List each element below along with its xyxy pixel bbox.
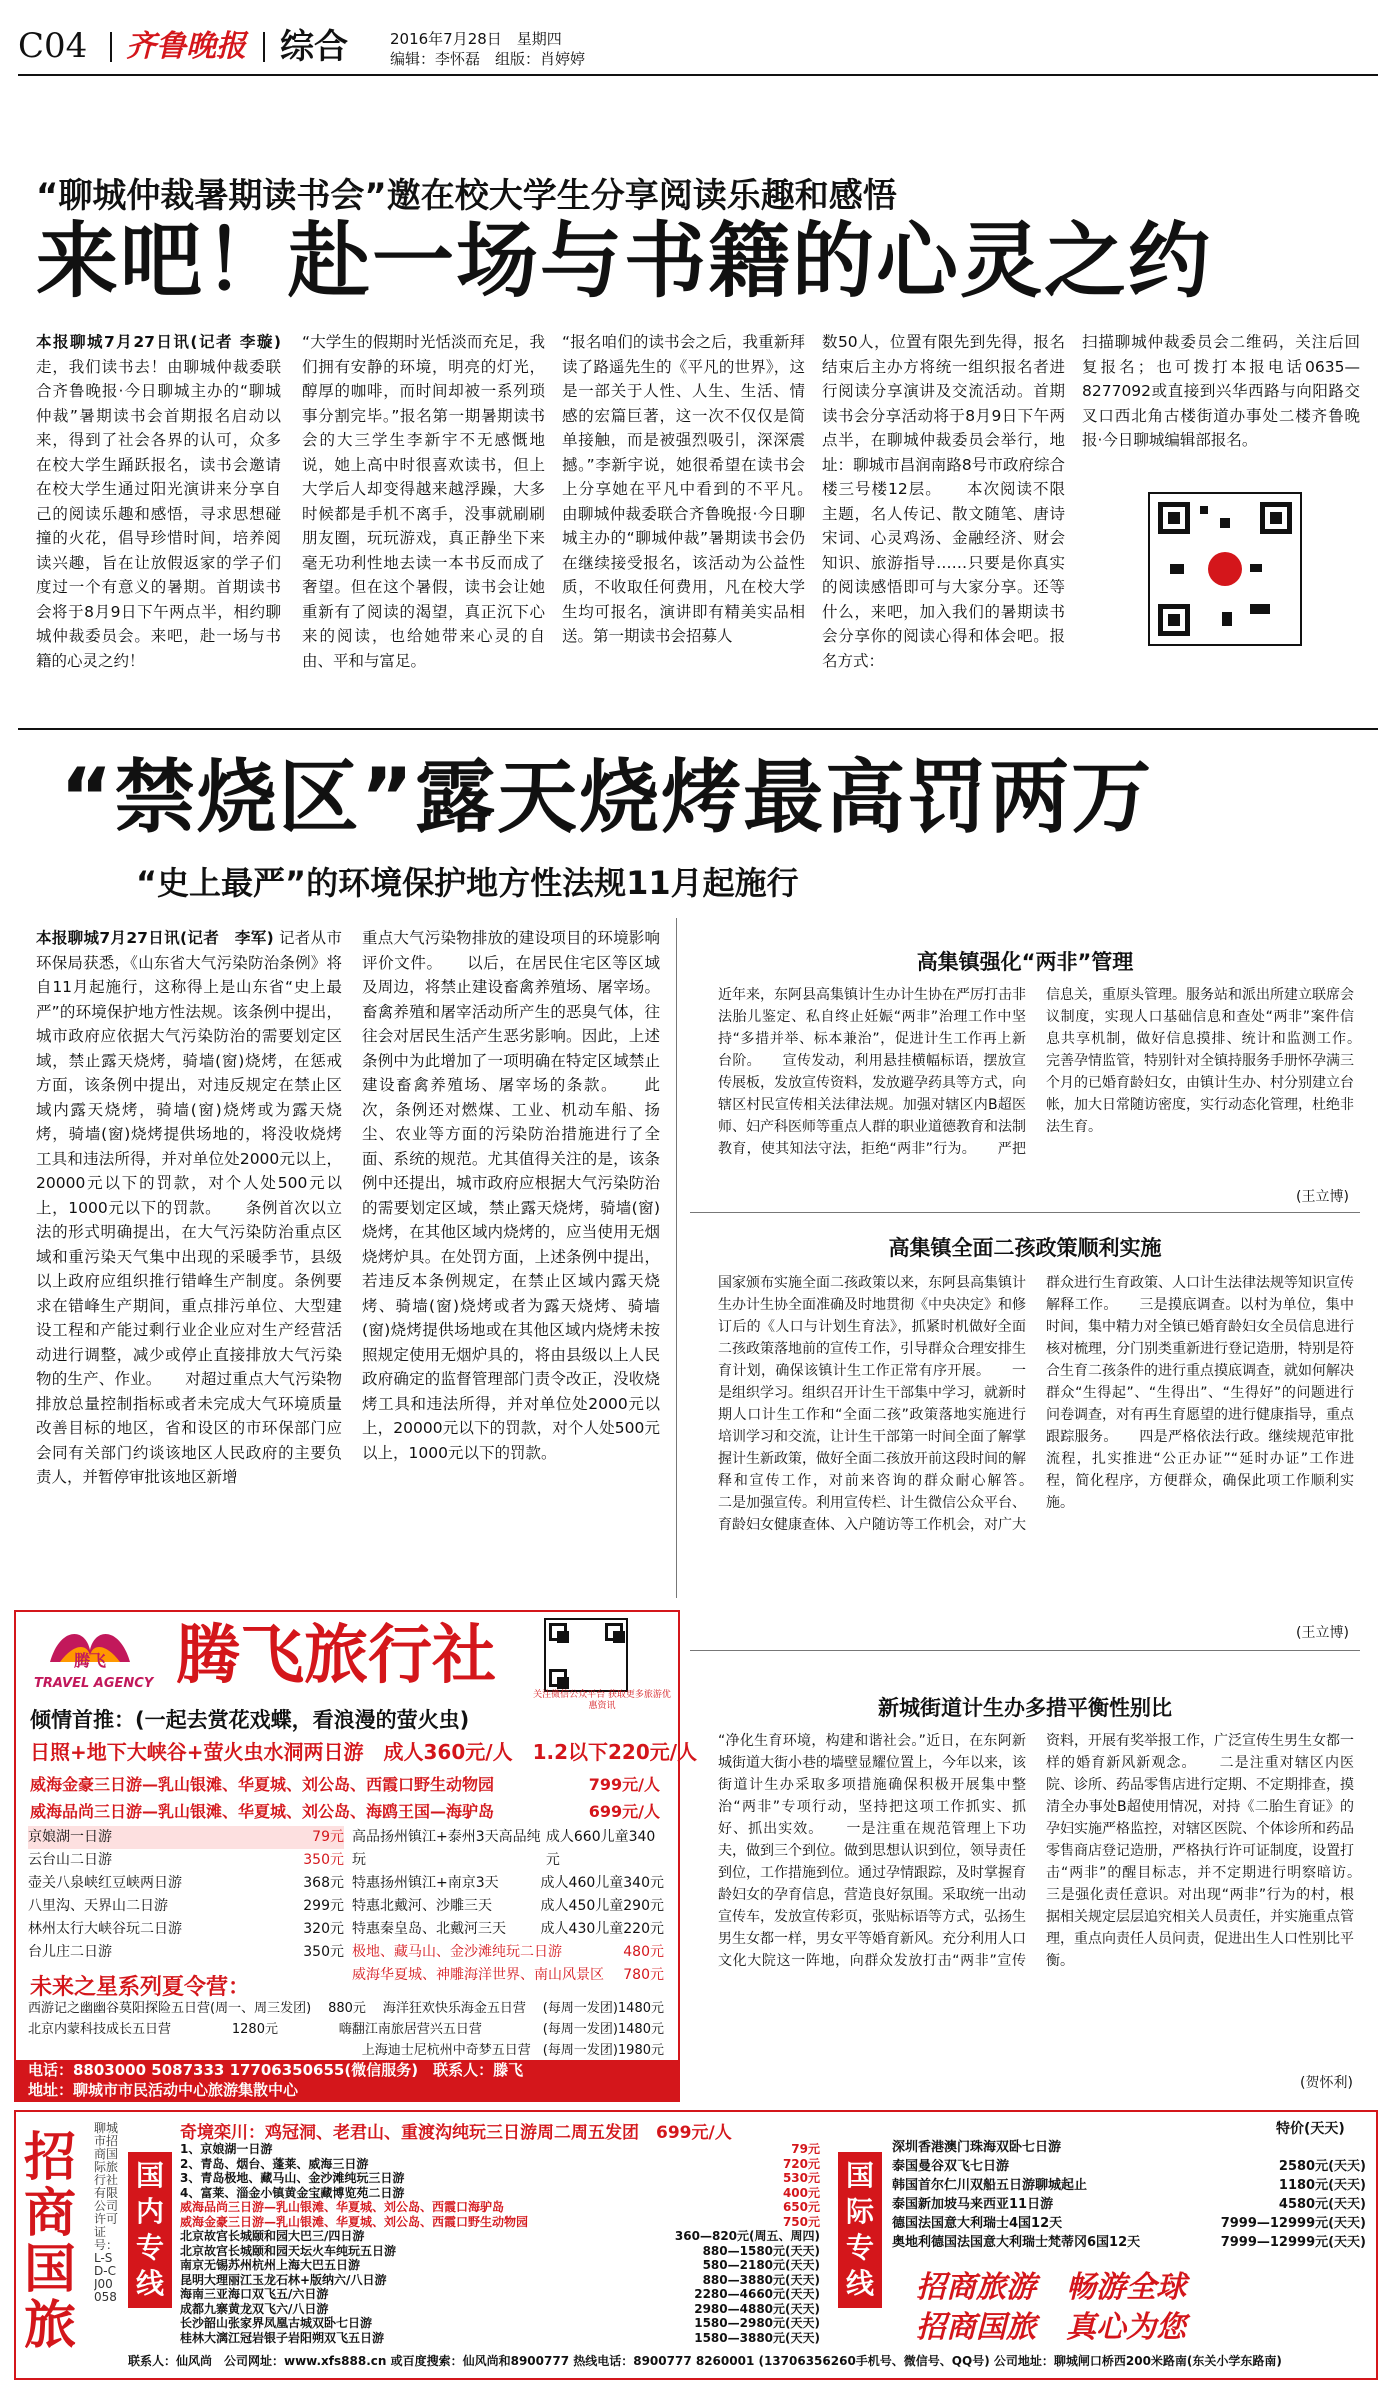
tour-price: 480元: [623, 1944, 664, 1960]
zhaoshang-footer: 联系人：仙风尚 公司网址：www.xfs888.cn 或百度搜索：仙风尚和8900777 热线电话：8900777 8260001 (13706356260手机号、微信号、QQ号) 公司地址：聊城闸口桥西200米路南(东关小学东路南): [128, 2354, 1282, 2368]
editor-credit: 编辑：李怀磊 组版：肖婷婷: [390, 50, 586, 68]
page-number: C04: [18, 26, 88, 66]
route-name: 韩国首尔仁川双船五日游聊城起止: [892, 2178, 1088, 2193]
tour-price: 368元: [303, 1875, 344, 1891]
zhaoshang-logo: 招商国旅: [24, 2128, 77, 2356]
route-price: 1580—2980元(天天): [694, 2316, 820, 2330]
route-name: 桂林大漓江冠岩银子岩阳朔双飞五日游: [180, 2330, 385, 2345]
slogan-line1: 招商旅游 畅游全球: [916, 2270, 1186, 2305]
ad-contact: 电话：8803000 5087333 17706350655(微信服务) 联系人：滕飞: [28, 2061, 524, 2079]
route-price: 2280—4660元(天天): [694, 2287, 820, 2301]
article1-byline: 本报聊城7月27日讯(记者 李璇): [36, 333, 281, 351]
tour-price: 780元: [623, 1967, 664, 1983]
route-price: 7999—12999元(天天): [1220, 2216, 1366, 2231]
route-name: 南京无锡苏州杭州上海大巴五日游: [180, 2258, 361, 2272]
side1-text: 近年来，东阿县高集镇计生办计生协在严厉打击非法胎儿鉴定、私自终止妊娠“两非”治理工作中坚持“多措并举、标本兼治”，促进计生工作再上新台阶。 宣传发动，利用悬挂横幅标语，摆放宣传展板，发放宣传资料，发放避孕药具等方式，向辖区村民宣传相关法律法规。加强对辖区内B超医师、妇产科医师等重点人群的职业道德教育和法制教育，使其知法守法，拒绝“两非”行为。 严把信息关，重原头管理。服务站和派出所建立联席会议制度，实现人口基础信息和查处“两非”案件信息共享机制，做好信息摸排、统计和监测工作。 完善孕情监管，特别针对全镇持服务手册怀孕满三个月的已婚育龄妇女，由镇计生办、村分别建立台帐，加大日常随访密度，实行动态化管理，杜绝非法生育。: [718, 987, 1354, 1157]
tour-name: 壶关八泉峡红豆峡两日游: [28, 1875, 182, 1891]
route-price: 360—820元(周五、周四): [674, 2229, 820, 2243]
route-name: 海南三亚海口双飞五/六日游: [180, 2287, 329, 2301]
camp-price: 880元: [328, 2001, 366, 2016]
promo2-title: 威海品尚三日游—乳山银滩、华夏城、刘公岛、海鸥王国—海驴岛: [30, 1802, 495, 1821]
side1-author: (王立博): [1296, 1189, 1349, 1205]
side2-title: 高集镇全面二孩政策顺利实施: [888, 1236, 1162, 1260]
route-name: 深圳香港澳门珠海双卧七日游: [892, 2140, 1062, 2155]
route-name: 泰国新加坡马来西亚11日游: [892, 2197, 1054, 2212]
tour-price: 320元: [303, 1921, 344, 1937]
route-name: 长沙韶山张家界凤凰古城双卧七日游: [180, 2316, 373, 2330]
promo2-title: 威海金豪三日游—乳山银滩、华夏城、刘公岛、西霞口野生动物园: [30, 1775, 495, 1794]
side3-title: 新城街道计生办多措平衡性别比: [878, 1696, 1172, 1720]
route-price: 2980—4880元(天天): [694, 2301, 820, 2316]
article2-col1-text: 记者从市环保局获悉，《山东省大气污染防治条例》将自11月起施行，这称得上是山东省“史上最严”的环境保护地方性法规。该条例中提出，城市政府应依据大气污染防治的需要划定区域，禁止露天烧烤，骑墙(窗)烧烤，在惩戒方面，该条例中提出，对违反规定在禁止区域内露天烧烤，骑墙(窗)烧烤或为露天烧烤，骑墙(窗)烧烤提供场地的，将没收烧烤工具和违法所得，并对单位处2000元以上，20000元以下的罚款，对个人处500元以上，1000元以下的罚款。 条例首次以立法的形式明确提出，在大气污染防治重点区域和重污染天气集中出现的采暖季节，县级以上政府应组织推行错峰生产制度。条例要求在错峰生产期间，重点排污单位、大型建设工程和产能过剩行业企业应对生产经营活动进行调整，减少或停止直接排放大气污染物的生产、作业。 对超过重点大气污染物排放总量控制指标或者未完成大气环境质量改善目标的地区，省和设区的市环保部门应会同有关部门约谈该地区人民政府的主要负责人，并暂停审批该地区新增: [36, 929, 342, 1486]
side1-title: 高集镇强化“两非”管理: [916, 950, 1134, 974]
tour-price: 299元: [303, 1898, 344, 1914]
slogan-line2: 招商国旅 真心为您: [916, 2310, 1186, 2345]
article1-kicker: “聊城仲裁暑期读书会”邀在校大学生分享阅读乐趣和感悟: [36, 176, 897, 216]
article2-col1: [36, 926, 342, 1606]
camp-name: 西游记之幽幽谷莫阳探险五日营(周一、周三发团): [28, 2001, 312, 2016]
agency-name: 腾飞旅行社: [176, 1619, 496, 1693]
route-price: 2580元(天天): [1278, 2159, 1366, 2174]
route-name: 4、富莱、淄金小镇黄金宝藏博览苑二日游: [180, 2185, 405, 2200]
route-price: 400元: [782, 2185, 820, 2200]
intl-list: [892, 2138, 1366, 2252]
camp-name: 北京内蒙科技成长五日营: [28, 2022, 172, 2037]
promo2-row: [30, 1772, 660, 1822]
camp-name: 海洋狂欢快乐海金五日营: [382, 2001, 526, 2016]
ad-qr-icon[interactable]: [544, 1618, 628, 1692]
camp-price: (每周一发团)1480元: [542, 2001, 664, 2016]
tour-name: 威海华夏城、神雕海洋世界、南山风景区: [352, 1967, 604, 1983]
article1-col2: “大学生的假期时光恬淡而充足，我们拥有安静的环境，明亮的灯光，醇厚的咖啡，而时间却被一系列琐事分割完毕。”报名第一期暑期读书会的大三学生李新宇不无感慨地说，她上高中时很喜欢读书，但上大学后人却变得越来越浮躁，大多时候都是手机不离手，没事就刷刷朋友圈，玩玩游戏，真正静坐下来毫无功利性地去读一本书反而成了奢望。但在这个暑假，读书会让她重新有了阅读的渴望，真正沉下心来的阅读，也给她带来心灵的自由、平和与富足。: [302, 333, 545, 670]
tour-price: 成人660儿童340元: [545, 1829, 656, 1868]
page-header: [18, 24, 1378, 74]
route-name: 威海金豪三日游—乳山银滩、华夏城、刘公岛、西霞口野生动物园: [180, 2214, 529, 2229]
tour-name: 林州太行大峡谷玩二日游: [28, 1921, 182, 1937]
route-name: 昆明大理丽江玉龙石林+版纳六/八日游: [180, 2272, 387, 2287]
domestic-label: 国内专线: [128, 2152, 172, 2308]
tour-name: 极地、藏马山、金沙滩纯玩二日游: [352, 1944, 562, 1960]
camp-price: (每周一发团)1980元: [542, 2043, 664, 2058]
side2-text: 国家颁布实施全面二孩政策以来，东阿县高集镇计生办计生协全面准确及时地贯彻《中央决定》和修订后的《人口与计划生育法》，抓紧时机做好全面二孩政策落地前的宣传工作，引导群众合理安排生育计划，确保该镇计生工作正常有序开展。 一是组织学习。组织召开计生干部集中学习，就新时期人口计生工作和“全面二孩”政策落地实施进行培训学习和交流，让计生干部第一时间全面了解掌握计生新政策，做好全面二孩放开前这段时间的解释和宣传工作，对前来咨询的群众耐心解答。 二是加强宣传。利用宣传栏、计生微信公众平台、育龄妇女健康查体、入户随访等工作机会，对广大群众进行生育政策、人口计生法律法规等知识宣传解释工作。 三是摸底调查。以村为单位，集中时间，集中精力对全镇已婚育龄妇女全员信息进行核对梳理，分门别类重新进行登记造册，特别是符合生育二孩条件的进行重点摸底调查，就如何解决群众“生得起”、“生得出”、“生得好”的问题进行问卷调查，对有再生育愿望的进行健康指导，重点跟踪服务。 四是严格依法行政。继续规范审批流程，扎实推进“公正办证”“延时办证”工作进程，简化程序，方便群众，确保此项工作顺利实施。: [718, 1275, 1354, 1533]
tour-name: 台儿庄二日游: [28, 1944, 112, 1960]
camp-price: 1280元: [231, 2022, 278, 2037]
route-price: 1580—3880元(天天): [694, 2330, 820, 2345]
article1-col1-text: 走，我们读书去！由聊城仲裁委联合齐鲁晚报·今日聊城主办的“聊城仲裁”暑期读书会首期报名启动以来，得到了社会各界的认可，众多在校大学生踊跃报名，读书会邀请在校大学生通过阳光演讲来分享自己的阅读乐趣和感悟，寻求思想碰撞的火花，倡导珍惜时间，培养阅读兴趣，旨在让放假返家的学子们度过一个有意义的暑期。首期读书会将于8月9日下午两点半，相约聊城仲裁委员会。来吧，赴一场与书籍的心灵之约！: [36, 357, 281, 670]
zhaoshang-ad: [14, 2110, 1378, 2380]
tour-name: 京娘湖一日游: [28, 1829, 112, 1845]
domestic-list: [180, 2142, 820, 2345]
domestic-headline: 奇境栾川：鸡冠洞、老君山、重渡沟纯玩三日游周二周五发团 699元/人: [180, 2123, 732, 2143]
tour-price: 350元: [303, 1852, 344, 1868]
qr-caption: 关注微信公众平台 获取更多旅游优惠资讯: [533, 1690, 671, 1711]
route-price: 530元: [782, 2171, 820, 2185]
tour-name: 八里沟、天界山二日游: [28, 1898, 168, 1914]
route-name: 泰国曼谷双飞七日游: [892, 2159, 1010, 2174]
camp-price: (每周一发团)1480元: [542, 2022, 664, 2037]
logo-cn: 腾飞: [74, 1651, 107, 1670]
tour-price: 成人450儿童290元: [540, 1898, 664, 1914]
camp-name: 嗨翻江南旅居营兴五日营: [338, 2022, 482, 2037]
article1-col4: 数50人，位置有限先到先得，报名结束后主办方将统一组织报名者进行阅读分享演讲及交流活动。首期读书会分享活动将于8月9日下午两点半，在聊城仲裁委员会举行，地址：聊城市昌润南路8号市政府综合楼三号楼12层。 本次阅读不限主题，名人传记、散文随笔、唐诗宋词、心灵鸡汤、金融经济、财会知识、旅游指导……只要是你真实的阅读感悟即可与大家分享。还等什么，来吧，加入我们的暑期读书会分享你的阅读心得和体会吧。报名方式：: [822, 333, 1065, 670]
promo2-price: 799元/人: [588, 1775, 660, 1794]
tour-name: 高品扬州镇江+泰州3天高品纯玩: [352, 1829, 541, 1868]
tengfei-ad: [14, 1610, 698, 2102]
route-price: 4580元(天天): [1278, 2197, 1366, 2212]
route-name: 北京故宫长城颐和园大巴三/四日游: [180, 2229, 365, 2243]
side2-author: (王立博): [1296, 1625, 1349, 1641]
camp-name: 上海迪士尼杭州中奇梦五日营: [361, 2043, 531, 2058]
ad-address: 地址：聊城市市民活动中心旅游集散中心: [28, 2081, 299, 2099]
route-name: 奥地利德国法国意大利瑞士梵蒂冈6国12天: [892, 2235, 1141, 2250]
route-price: 880—1580元(天天): [702, 2243, 820, 2258]
tour-name: 特惠北戴河、沙雕三天: [352, 1898, 492, 1914]
star-camp-list: [28, 1998, 664, 2061]
section-name: 综合: [280, 27, 348, 67]
tour-name: 特惠秦皇岛、北戴河三天: [352, 1921, 506, 1937]
intl-label: 国际专线: [838, 2152, 882, 2308]
side3-author: (贺怀利): [1300, 2075, 1353, 2091]
ad-headline: 倾情首推：(一起去赏花戏蝶，看浪漫的萤火虫): [30, 1708, 470, 1732]
tour-price: 成人430儿童220元: [540, 1921, 664, 1937]
route-price: 750元: [782, 2214, 820, 2229]
article2-subtitle: “史上最严”的环境保护地方性法规11月起施行: [136, 864, 799, 902]
paper-logo: 齐鲁晚报: [126, 29, 246, 64]
route-price: 650元: [782, 2200, 820, 2214]
tour-name: 云台山二日游: [28, 1852, 112, 1868]
ad-contact-bar: [16, 2060, 678, 2100]
tour-price: 350元: [303, 1944, 344, 1960]
tour-table-right: [352, 1826, 664, 1987]
article1-col3: “报名咱们的读书会之后，我重新拜读了路遥先生的《平凡的世界》，这是一部关于人性、人生、生活、情感的宏篇巨著，这一次不仅仅是简单接触，而是被强烈吸引，深深震撼。”李新宇说，她很希望在读书会上分享她在平凡中看到的不平凡。 由聊城仲裁委联合齐鲁晚报·今日聊城主办的“聊城仲裁”暑期读书会仍在继续接受报名，该活动为公益性质，不收取任何费用，凡在校大学生均可报名，演讲即有精美实品相送。第一期读书会招募人: [562, 333, 805, 645]
intl-head: 特价(天天): [1276, 2121, 1345, 2137]
route-name: 北京故宫长城颐和园天坛火车纯玩五日游: [180, 2243, 397, 2258]
route-price: 1180元(天天): [1278, 2178, 1366, 2193]
tour-price: 79元: [312, 1829, 344, 1845]
side3-text: “净化生育环境，构建和谐社会。”近日，在东阿新城街道大街小巷的墙壁显耀位置上，今年以来，该街道计生办采取多项措施确保积极开展集中整治“两非”专项行动，坚持把这项工作抓实、抓好、抓出实效。 一是注重在规范管理上下功夫，做到三个到位。做到思想认识到位，领导责任到位，工作措施到位。通过孕情跟踪，及时掌握育龄妇女的孕育信息，营造良好氛围。采取统一出动宣传车，发放宣传彩页，张贴标语等方式，弘扬生男生女都一样，男女平等婚育新风。充分利用人口文化大院这一阵地，向群众发放打击“两非”宣传资料，开展有奖举报工作，广泛宣传生男生女都一样的婚育新风新观念。 二是注重对辖区内医院、诊所、药品零售店进行定期、不定期排查，摸清全办事处B超使用情况，对持《二胎生育证》的孕妇实施严格监控，对辖区医院、个体诊所和药品零售商店登记造册，严格执行许可证制度，设置打击“两非”的醒目标志，并不定期进行明察暗访。 三是强化责任意识。对出现“两非”行为的村，根据相关规定层层追究相关人员责任，并实施重点管理，重点向责任人员问责，促进出生人口性别比平衡。: [718, 1733, 1354, 1969]
route-name: 成都九寨黄龙双飞六/八日游: [180, 2301, 329, 2316]
logo-en: TRAVEL AGENCY: [34, 1676, 154, 1691]
article2-title: “禁烧区”露天烧烤最高罚两万: [60, 751, 1154, 844]
route-price: 79元: [791, 2142, 820, 2156]
tour-table-left: [28, 1826, 344, 1964]
tour-name: 特惠扬州镇江+南京3天: [352, 1875, 499, 1891]
route-name: 1、京娘湖一日游: [180, 2142, 273, 2156]
route-name: 3、青岛极地、藏马山、金沙滩纯玩三日游: [180, 2171, 405, 2185]
route-price: 580—2180元(天天): [702, 2258, 820, 2272]
tour-price: 成人460儿童340元: [540, 1875, 664, 1891]
route-price: 720元: [782, 2156, 820, 2171]
zhaoshang-license: 聊城市招商国际旅行社有限公司 许可证号：L-SD-CJ00058: [94, 2122, 118, 2304]
article1-col5: 扫描聊城仲裁委员会二维码，关注后回复报名；也可拨打本报电话0635—8277092或直接到兴华西路与向阳路交叉口西北角古楼街道办事处二楼齐鲁晚报·今日聊城编辑部报名。: [1082, 333, 1360, 449]
ad-promo: 日照+地下大峡谷+萤火虫水洞两日游 成人360元/人 1.2以下220元/人: [30, 1740, 698, 1764]
issue-date: 2016年7月28日 星期四: [390, 30, 562, 48]
article2-col2: 重点大气污染物排放的建设项目的环境影响评价文件。 以后，在居民住宅区等区域及周边，将禁止建设畜禽养殖场、屠宰场。畜禽养殖和屠宰活动所产生的恶臭气体，往往会对居民生活产生恶劣影响。因此，上述条例中为此增加了一项明确在特定区域禁止建设畜禽养殖场、屠宰场的条款。 此次，条例还对燃煤、工业、机动车船、扬尘、农业等方面的污染防治措施进行了全面、系统的规范。尤其值得关注的是，该条例中还提出，城市政府应根据大气污染防治的需要划定区域，禁止露天烧烤，骑墙(窗)烧烤，在其他区域内烧烤的，应当使用无烟烧烤炉具。在处罚方面，上述条例中提出，若违反本条例规定，在禁止区域内露天烧烤、骑墙(窗)烧烤或者为露天烧烤、骑墙(窗)烧烤提供场地或在其他区域内烧烤未按照规定使用无烟炉具的，将由县级以上人民政府确定的监督管理部门责令改正，没收烧烤工具和违法所得，并对单位处2000元以上，20000元以下的罚款，对个人处500元以上，1000元以下的罚款。: [362, 929, 660, 1462]
route-name: 德国法国意大利瑞士4国12天: [892, 2216, 1063, 2231]
article1-title: 来吧！赴一场与书籍的心灵之约: [36, 214, 1213, 309]
star-camp-title: 未来之星系列夏令营：: [30, 1975, 251, 2000]
route-price: 7999—12999元(天天): [1220, 2235, 1366, 2250]
article1-col1: [36, 330, 281, 720]
qr-code-icon[interactable]: [1148, 492, 1302, 646]
route-name: 2、青岛、烟台、蓬莱、威海三日游: [180, 2156, 369, 2171]
article2-byline: 本报聊城7月27日讯(记者 李军): [36, 929, 274, 947]
promo2-price: 699元/人: [588, 1802, 660, 1821]
route-price: 880—3880元(天天): [702, 2272, 820, 2287]
route-name: 威海品尚三日游—乳山银滩、华夏城、刘公岛、西霞口海驴岛: [180, 2200, 505, 2214]
